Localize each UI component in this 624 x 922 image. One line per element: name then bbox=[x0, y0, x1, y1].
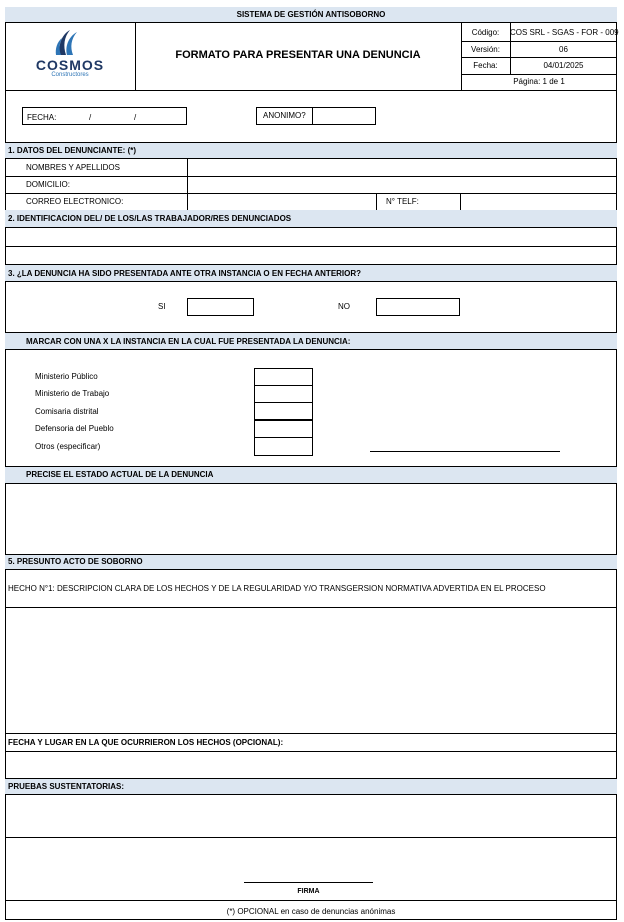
fecha-label: Fecha: bbox=[473, 61, 498, 70]
page-number: Página: 1 de 1 bbox=[513, 77, 565, 86]
otros-underline bbox=[370, 451, 560, 452]
domicilio-input[interactable] bbox=[189, 178, 615, 192]
denunciado-input-2[interactable] bbox=[7, 248, 615, 262]
hecho-textarea[interactable] bbox=[6, 608, 616, 732]
section3-title: 3. ¿LA DENUNCIA HA SIDO PRESENTADA ANTE OTRA INSTANCIA O EN FECHA ANTERIOR? bbox=[8, 269, 362, 278]
no-input[interactable] bbox=[376, 298, 460, 316]
codigo-label: Código: bbox=[471, 28, 500, 37]
telf-input[interactable] bbox=[462, 195, 615, 209]
logo-name: COSMOS bbox=[35, 57, 105, 73]
signature-line bbox=[244, 882, 373, 883]
row-rule bbox=[5, 193, 617, 194]
company-logo bbox=[14, 28, 126, 84]
section1-title: 1. DATOS DEL DENUNCIANTE: (*) bbox=[8, 146, 137, 155]
correo-label: CORREO ELECTRONICO: bbox=[26, 197, 124, 206]
logo-tagline: Constructores bbox=[51, 72, 89, 78]
domicilio-label: DOMICILIO: bbox=[26, 180, 71, 189]
fecha-value: 04/01/2025 bbox=[543, 61, 584, 70]
row-rule bbox=[5, 900, 617, 901]
form-title: FORMATO PARA PRESENTAR UNA DENUNCIA bbox=[175, 49, 421, 61]
pruebas-title: PRUEBAS SUSTENTATORIAS: bbox=[8, 782, 125, 791]
instancia-option-label: Ministerio Público bbox=[35, 372, 98, 381]
denunciado-input-1[interactable] bbox=[7, 230, 615, 244]
instancia-option-label: Otros (especificar) bbox=[35, 442, 101, 451]
telf-label: N° TELF: bbox=[386, 197, 419, 206]
instancia-mark-comisaria[interactable] bbox=[254, 402, 313, 420]
instancia-option-label: Comisaria distrital bbox=[35, 407, 99, 416]
row-rule bbox=[5, 176, 617, 177]
system-title: SISTEMA DE GESTIÓN ANTISOBORNO bbox=[236, 10, 386, 19]
fecha-lugar-input[interactable] bbox=[7, 755, 615, 773]
instancia-mark-otros[interactable] bbox=[254, 437, 313, 456]
instancia-option-label: Defensoria del Pueblo bbox=[35, 424, 114, 433]
fecha-lugar-title: FECHA Y LUGAR EN LA QUE OCURRIERON LOS HECHOS (OPCIONAL): bbox=[8, 738, 284, 747]
col-rule bbox=[187, 159, 188, 210]
anonimo-label: ANONIMO? bbox=[263, 111, 306, 120]
row-rule bbox=[5, 751, 617, 752]
version-label: Versión: bbox=[471, 45, 500, 54]
instancia-mark-ministerio-publico[interactable] bbox=[254, 368, 313, 386]
estado-textarea[interactable] bbox=[6, 485, 616, 553]
si-input[interactable] bbox=[187, 298, 254, 316]
pruebas-textarea[interactable] bbox=[6, 796, 616, 836]
header-rule bbox=[461, 57, 617, 58]
header-rule bbox=[461, 41, 617, 42]
anonimo-input[interactable] bbox=[312, 107, 376, 125]
firma-label: FIRMA bbox=[297, 888, 320, 895]
footer-note: (*) OPCIONAL en caso de denuncias anónimas bbox=[226, 907, 396, 916]
no-label: NO bbox=[338, 302, 350, 311]
correo-input[interactable] bbox=[189, 195, 375, 209]
si-label: SI bbox=[158, 302, 166, 311]
col-rule bbox=[376, 193, 377, 210]
hecho-description: HECHO N°1: DESCRIPCION CLARA DE LOS HECHOS Y DE LA REGULARIDAD Y/O TRANSGERSION NORMATIVA ADVERTIDA EN EL PROCESO bbox=[8, 584, 546, 593]
section2-title: 2. IDENTIFICACION DEL/ DE LOS/LAS TRABAJADOR/RES DENUNCIADOS bbox=[8, 214, 292, 223]
row-rule bbox=[5, 733, 617, 734]
header-rule bbox=[5, 90, 617, 91]
fecha-day-input[interactable] bbox=[60, 109, 87, 123]
codigo-value: COS SRL - SGAS - FOR - 009 bbox=[510, 28, 619, 37]
instancia-mark-defensoria[interactable] bbox=[254, 420, 313, 438]
fecha-month-input[interactable] bbox=[96, 109, 132, 123]
instancia-mark-ministerio-trabajo[interactable] bbox=[254, 385, 313, 403]
instancia-title: MARCAR CON UNA X LA INSTANCIA EN LA CUAL FUE PRESENTADA LA DENUNCIA: bbox=[26, 337, 351, 346]
section5-title: 5. PRESUNTO ACTO DE SOBORNO bbox=[8, 557, 143, 566]
otros-especificar-input[interactable] bbox=[370, 437, 560, 451]
col-rule bbox=[460, 193, 461, 210]
instancia-option-label: Ministerio de Trabajo bbox=[35, 389, 110, 398]
row-rule bbox=[5, 246, 617, 247]
nombres-label: NOMBRES Y APELLIDOS bbox=[26, 163, 120, 172]
logo-emblem-icon bbox=[52, 28, 82, 58]
version-value: 06 bbox=[559, 45, 568, 54]
fecha-year-input[interactable] bbox=[140, 109, 185, 123]
nombres-input[interactable] bbox=[189, 161, 615, 175]
fecha-label-field: FECHA: bbox=[27, 113, 57, 122]
estado-title: PRECISE EL ESTADO ACTUAL DE LA DENUNCIA bbox=[26, 470, 214, 479]
row-rule bbox=[5, 837, 617, 838]
date-separator: / bbox=[134, 113, 137, 122]
header-rule bbox=[461, 74, 617, 75]
date-separator: / bbox=[89, 113, 92, 122]
